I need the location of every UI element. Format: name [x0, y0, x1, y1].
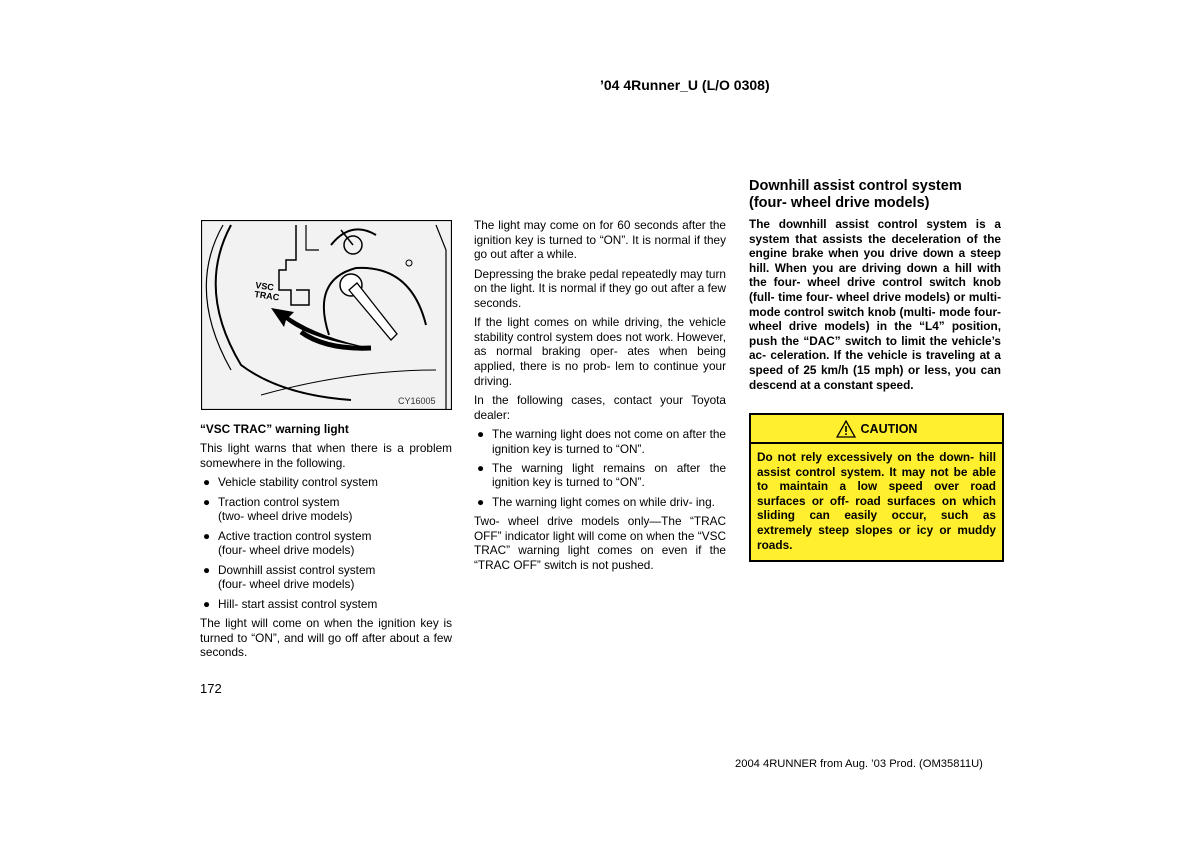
warning-triangle-icon	[836, 420, 856, 438]
dealer-cases-list	[474, 427, 726, 510]
left-column	[200, 422, 452, 660]
caution-box	[749, 413, 1004, 562]
left-closing: The light will come on when the ignition key is turned to “ON”, and will go off after about a few seconds.	[200, 616, 452, 660]
list-item: ● The warning light comes on while driv- ing.	[477, 494, 715, 509]
document-header: ’04 4Runner_U (L/O 0308)	[600, 77, 770, 93]
bullet-icon: ●	[203, 528, 211, 543]
middle-column	[474, 218, 726, 573]
section-title: Downhill assist control system (four- wheel drive models)	[749, 178, 962, 211]
list-item: ● The warning light remains on after the ignition key is turned to “ON”.	[477, 460, 726, 490]
list-item: ● Traction control system (two- wheel drive models)	[203, 494, 353, 524]
list-item: ● Vehicle stability control system	[203, 475, 378, 490]
vsc-trac-heading: “VSC TRAC” warning light	[200, 422, 349, 436]
middle-paragraph: In the following cases, contact your Toyota dealer:	[474, 392, 726, 422]
bullet-icon: ●	[203, 562, 211, 577]
caution-text: Do not rely excessively on the down- hill assist control system. It may not be able to maintain a low speed over road surfaces or off- road surfaces on which sliding can easily occur, such as extremely steep slopes or icy or muddy roads.	[757, 450, 996, 552]
document-footer: 2004 4RUNNER from Aug. ’03 Prod. (OM35811U)	[735, 758, 983, 770]
right-column	[749, 178, 1001, 392]
list-item: ● Downhill assist control system (four- wheel drive models)	[203, 562, 376, 592]
figure-code: CY16005	[398, 396, 436, 406]
caution-title: CAUTION	[860, 421, 918, 436]
bullet-icon: ●	[477, 494, 485, 509]
vsc-label: VSC	[254, 280, 275, 293]
system-list	[200, 475, 452, 611]
middle-paragraph: Two- wheel drive models only—The “TRAC OFF” indicator light will come on when the “VSC TRAC” warning light comes on even if the “TRAC OFF” switch is not pushed.	[474, 514, 726, 573]
list-item: ● Hill- start assist control system	[203, 596, 378, 611]
list-item: ● Active traction control system (four- wheel drive models)	[203, 528, 372, 558]
bullet-icon: ●	[477, 426, 485, 441]
bullet-icon: ●	[477, 460, 485, 475]
middle-paragraph: If the light comes on while driving, the vehicle stability control system does not work. However, as normal braking oper- ates when being applied, there is no prob- lem to continue your driving.	[474, 315, 726, 388]
bullet-icon: ●	[203, 596, 211, 611]
middle-paragraph: The light may come on for 60 seconds after the ignition key is turned to “ON”. It is normal if they go out after a while.	[474, 218, 726, 262]
bullet-icon: ●	[203, 475, 211, 490]
middle-paragraph: Depressing the brake pedal repeatedly may turn on the light. It is normal if they go out after a few seconds.	[474, 266, 726, 310]
page-number: 172	[200, 681, 222, 696]
list-item: ● The warning light does not come on after the ignition key is turned to “ON”.	[477, 426, 726, 456]
dac-description: The downhill assist control system is a system that assists the deceleration of the engine brake when you drive down a steep hill. When you are driving down a hill with the four- wheel drive control switch knob (full- time four- wheel drive models) or multi- mode control switch knob (multi- mode four- wheel drive models) in the “L4” position, push the “DAC” switch to limit the vehicle’s ac- celeration. If the vehicle is traveling at a speed of 25 km/h (15 mph) or less, you can descend at a constant speed.	[749, 217, 1001, 392]
left-intro: This light warns that when there is a problem somewhere in the following.	[200, 441, 452, 470]
vsc-trac-gauge-illustration	[201, 220, 452, 410]
bullet-icon: ●	[203, 494, 211, 509]
caution-header	[751, 415, 1002, 444]
trac-label: TRAC	[253, 289, 280, 303]
